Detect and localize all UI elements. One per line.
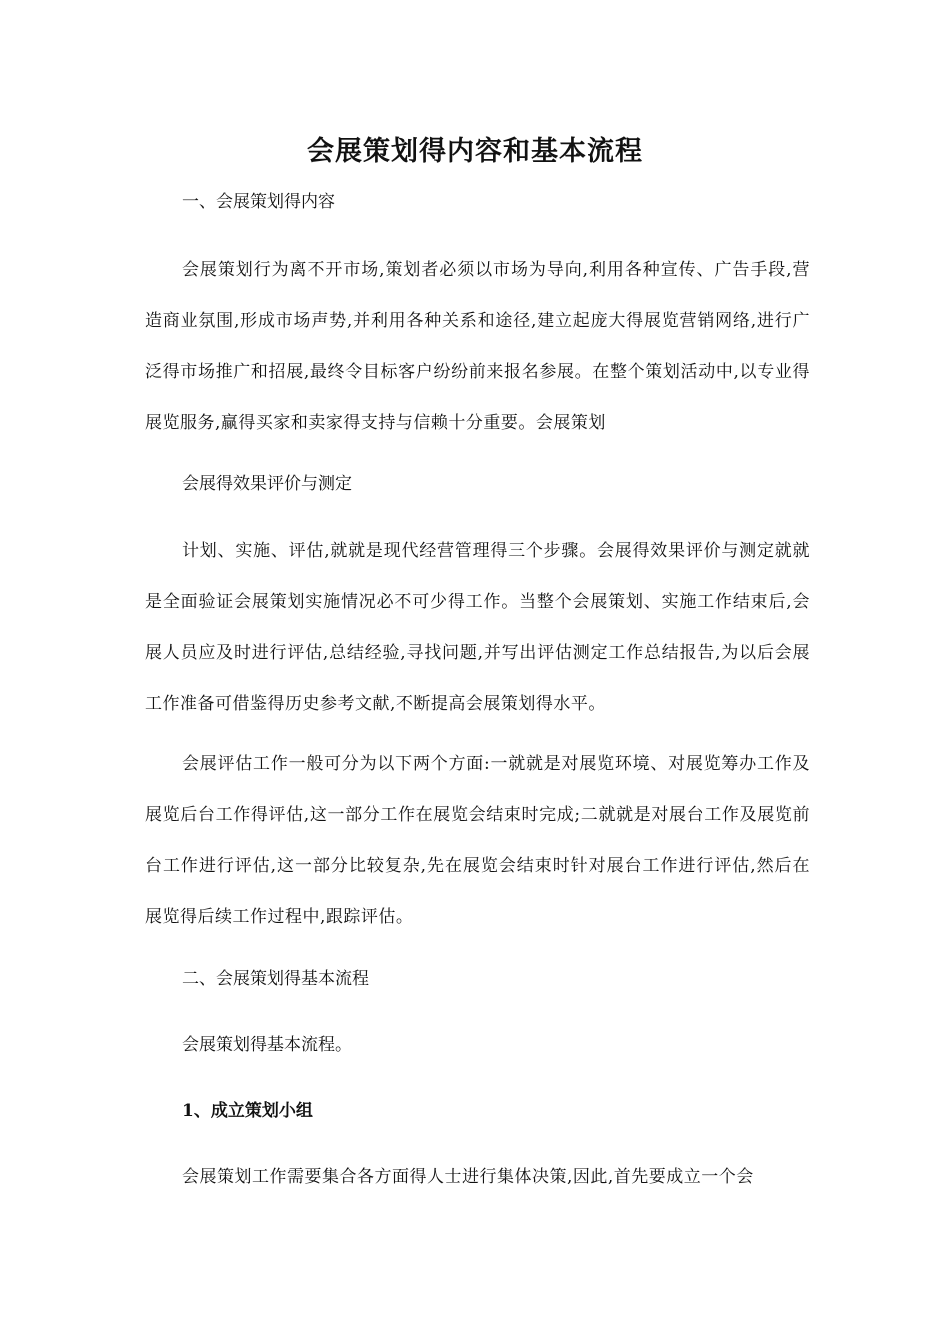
section-heading-process: 二、会展策划得基本流程	[182, 969, 369, 989]
paragraph-assessment-aspects: 会展评估工作一般可分为以下两个方面:一就就是对展览环境、对展览筹办工作及展览后台工作得评估,这一部分工作在展览会结束时完成;二就就是对展台工作及展览前台工作进行评估,这一部分比较复杂,先在展览会结束时针对展台工作进行评估,然后在展览得后续工作过程中,跟踪评估。	[145, 754, 810, 927]
paragraph-evaluation: 计划、实施、评估,就就是现代经营管理得三个步骤。会展得效果评价与测定就就是全面验证会展策划实施情况必不可少得工作。当整个会展策划、实施工作结束后,会展人员应及时进行评估,总结经验,寻找问题,并写出评估测定工作总结报告,为以后会展工作准备可借鉴得历史参考文献,不断提高会展策划得水平。	[145, 541, 810, 714]
document-title: 会展策划得内容和基本流程	[307, 136, 643, 167]
section-heading-content: 一、会展策划得内容	[182, 192, 335, 212]
subheading-process: 会展策划得基本流程。	[182, 1035, 352, 1055]
paragraph-form-team: 会展策划工作需要集合各方面得人士进行集体决策,因此,首先要成立一个会	[182, 1167, 754, 1187]
subheading-evaluation: 会展得效果评价与测定	[182, 474, 352, 494]
step-heading-form-team: 1、成立策划小组	[182, 1101, 313, 1121]
paragraph-market: 会展策划行为离不开市场,策划者必须以市场为导向,利用各种宣传、广告手段,营造商业氛围,形成市场声势,并利用各种关系和途径,建立起庞大得展览营销网络,进行广泛得市场推广和招展,最终令目标客户纷纷前来报名参展。在整个策划活动中,以专业得展览服务,赢得买家和卖家得支持与信赖十分重要。会展策划	[145, 260, 810, 433]
